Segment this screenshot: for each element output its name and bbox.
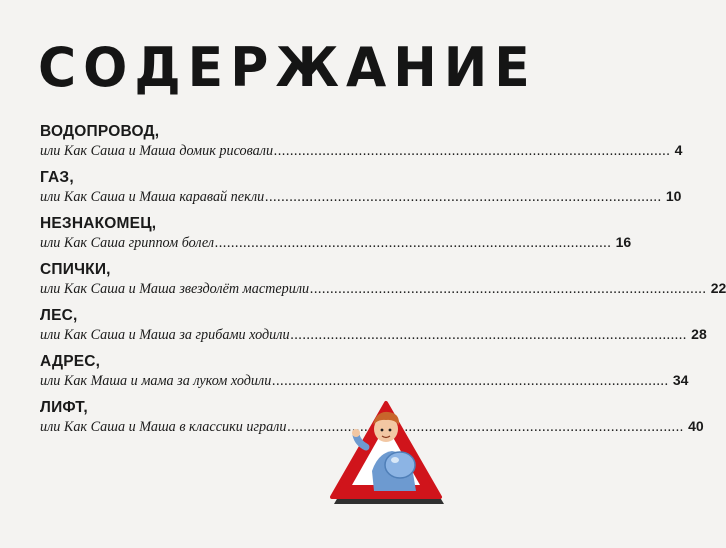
entry-title: АДРЕС, <box>40 353 101 370</box>
page-number: 4 <box>674 142 683 158</box>
boy-eye <box>389 429 392 432</box>
toc-entry[interactable] <box>40 214 632 252</box>
page-number: 22 <box>710 280 726 296</box>
entry-subtitle: или Как Саша и Маша за грибами ходили <box>40 327 290 343</box>
entry-title: НЕЗНАКОМЕЦ, <box>40 215 157 232</box>
boy-hand <box>352 429 360 437</box>
page-number: 34 <box>672 372 689 388</box>
toc-entry[interactable] <box>40 398 704 436</box>
entry-subtitle: или Как Саша и Маша домик рисовали <box>40 143 274 159</box>
dot-leader <box>265 188 662 206</box>
page-number: 10 <box>665 188 682 204</box>
entry-subtitle: или Как Саша и Маша звездолёт мастерили <box>40 281 310 297</box>
toc-entry[interactable] <box>40 168 682 206</box>
dot-leader <box>215 234 612 252</box>
page-number: 28 <box>691 326 707 342</box>
entry-subtitle: или Как Маша и мама за луком ходили <box>40 373 272 389</box>
entry-title: ЛИФТ, <box>40 399 88 416</box>
entry-subtitle: или Как Саша и Маша каравай пекли <box>40 189 265 205</box>
ball <box>385 452 415 478</box>
dot-leader <box>272 372 669 390</box>
entry-title: ВОДОПРОВОД, <box>40 123 160 140</box>
toc-entry[interactable] <box>40 260 726 298</box>
toc-entry[interactable] <box>40 352 689 390</box>
page-number: 40 <box>688 418 704 434</box>
dot-leader <box>310 280 707 298</box>
ball-highlight <box>391 457 399 463</box>
toc-entry[interactable] <box>40 306 707 344</box>
dot-leader <box>274 142 671 160</box>
warning-sign-boy-icon <box>328 395 446 507</box>
table-of-contents <box>40 122 726 444</box>
entry-subtitle: или Как Саша гриппом болел <box>40 235 215 251</box>
boy-eye <box>381 429 384 432</box>
entry-title: ГАЗ, <box>40 169 74 186</box>
page-number: 16 <box>615 234 632 250</box>
toc-entry[interactable] <box>40 122 683 160</box>
entry-subtitle: или Как Саша и Маша в классики играли <box>40 419 287 435</box>
entry-title: СПИЧКИ, <box>40 261 111 278</box>
page-title: СОДЕРЖАНИЕ <box>38 36 537 100</box>
entry-title: ЛЕС, <box>40 307 78 324</box>
dot-leader <box>291 326 688 344</box>
